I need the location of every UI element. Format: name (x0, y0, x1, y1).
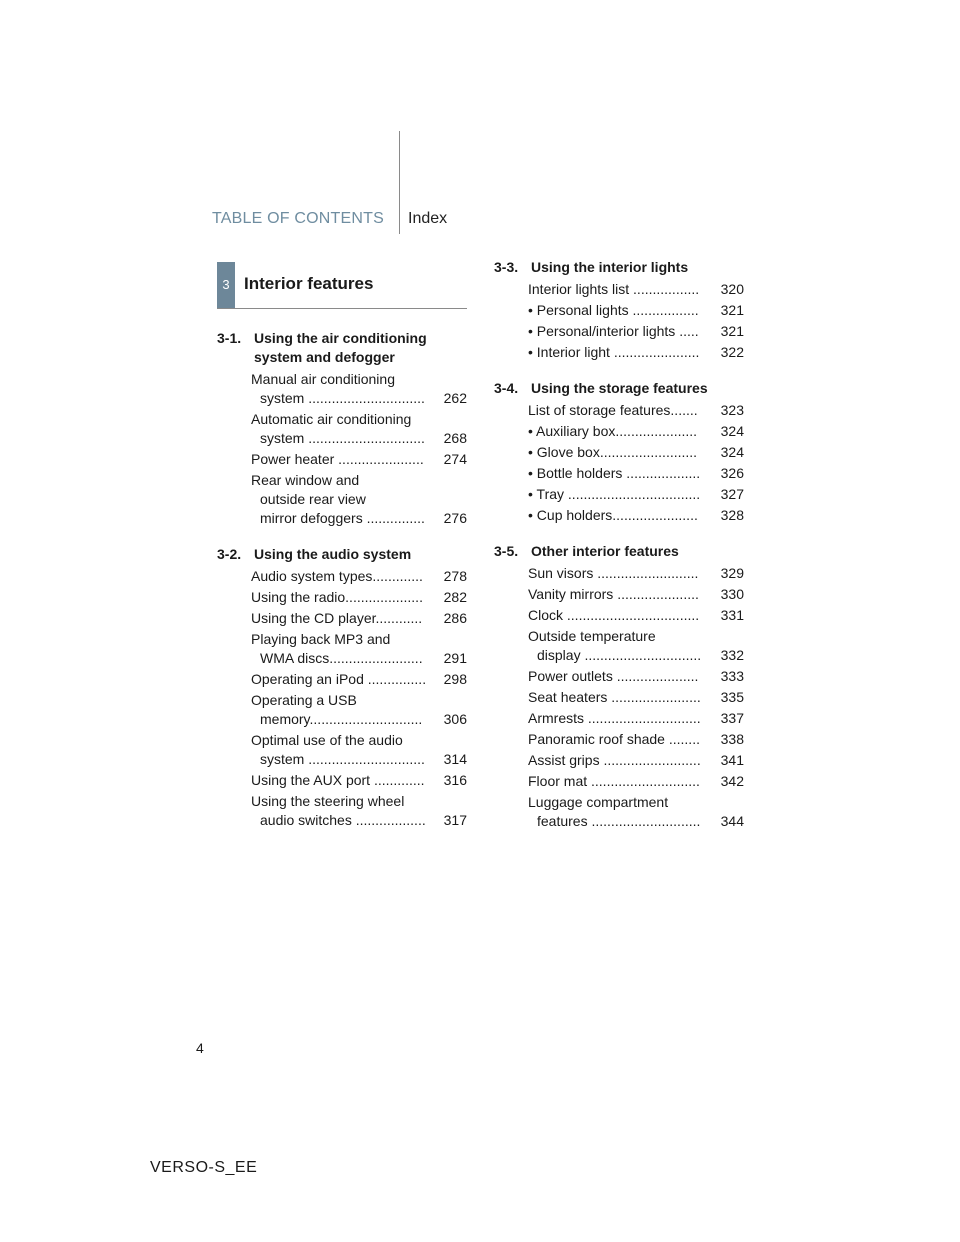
toc-page-number: 342 (720, 773, 744, 789)
toc-entry-line: Audio system types............. (251, 568, 423, 584)
section-number-tab: 3 (217, 262, 235, 308)
chapter-number: 3-3. (494, 259, 519, 275)
toc-entry[interactable] (251, 450, 467, 469)
toc-entry-line: Operating a USB (251, 692, 357, 708)
chapter-title-line: Using the air conditioning (254, 330, 427, 346)
toc-entry-line: Using the CD player............ (251, 610, 423, 626)
toc-page-number: 338 (720, 731, 744, 747)
chapter-title-line: Other interior features (531, 543, 679, 559)
toc-page-number: 282 (443, 589, 467, 605)
chapter-heading (494, 542, 744, 561)
toc-entry-line: Armrests ............................. (528, 710, 701, 726)
chapter-title-line: Using the audio system (254, 546, 412, 562)
toc-page-number: 314 (443, 751, 467, 767)
chapter-heading (494, 258, 744, 277)
toc-page-number: 323 (720, 402, 744, 418)
toc-entry-line: • Interior light ...................... (528, 344, 700, 360)
toc-entry-line: Using the AUX port ............. (251, 772, 425, 788)
toc-entry-line: memory............................. (260, 711, 423, 727)
toc-entry[interactable] (528, 280, 744, 299)
toc-entry[interactable] (528, 301, 744, 320)
toc-entry-line: system .............................. (260, 430, 425, 446)
toc-entry-label (528, 564, 714, 583)
toc-page-number: 330 (720, 586, 744, 602)
toc-entry-line: Power outlets ..................... (528, 668, 699, 684)
toc-page-number: 291 (443, 650, 467, 666)
toc-entry-label (528, 585, 714, 604)
toc-group (217, 545, 467, 830)
toc-entry[interactable] (251, 670, 467, 689)
toc-page-number: 333 (720, 668, 744, 684)
toc-page-number: 298 (443, 671, 467, 687)
toc-entry-line: Floor mat ............................ (528, 773, 700, 789)
toc-entry-label (251, 370, 437, 408)
chapter-title (254, 329, 467, 367)
toc-page-number: 262 (443, 390, 467, 406)
toc-entry-line: Interior lights list ................. (528, 281, 700, 297)
toc-entry-line: Outside temperature (528, 628, 656, 644)
toc-entry-line: Using the steering wheel (251, 793, 405, 809)
toc-entry-label (528, 301, 714, 320)
toc-entry-line: Automatic air conditioning (251, 411, 412, 427)
toc-group (217, 329, 467, 528)
toc-page-number: 274 (443, 451, 467, 467)
chapter-title (254, 545, 467, 564)
toc-entry-line: List of storage features....... (528, 402, 698, 418)
toc-page-number: 324 (720, 444, 744, 460)
toc-entry-label (251, 588, 437, 607)
toc-entry-line: • Auxiliary box..................... (528, 423, 698, 439)
toc-entry-label (528, 688, 714, 707)
toc-entry-line: Playing back MP3 and (251, 631, 391, 647)
toc-entry[interactable] (528, 443, 744, 462)
toc-entry-line: WMA discs........................ (260, 650, 423, 666)
toc-entry-line: Panoramic roof shade ........ (528, 731, 700, 747)
toc-entry[interactable] (528, 751, 744, 770)
toc-entry-label (528, 606, 714, 625)
toc-entry-label (528, 793, 714, 831)
toc-entry-line: Rear window and (251, 472, 360, 488)
chapter-title-line: Using the interior lights (531, 259, 689, 275)
toc-entry-label (528, 464, 714, 483)
toc-entry[interactable] (251, 588, 467, 607)
toc-entry-label (528, 422, 714, 441)
toc-entry[interactable] (528, 772, 744, 791)
chapter-number: 3-4. (494, 380, 519, 396)
chapter-title-line: system and defogger (254, 349, 395, 365)
toc-entry-line: Assist grips ......................... (528, 752, 701, 768)
toc-page-number: 326 (720, 465, 744, 481)
toc-entry[interactable] (528, 606, 744, 625)
toc-entry[interactable] (528, 627, 744, 665)
toc-entry-label (528, 627, 714, 665)
toc-entry[interactable] (528, 793, 744, 831)
toc-page-number: 278 (443, 568, 467, 584)
toc-page-number: 332 (720, 647, 744, 663)
chapter-number: 3-1. (217, 330, 242, 346)
toc-entry-line: • Glove box......................... (528, 444, 698, 460)
toc-entry-line: Sun visors .......................... (528, 565, 699, 581)
toc-page-number: 286 (443, 610, 467, 626)
table-of-contents-link[interactable]: TABLE OF CONTENTS (211, 210, 384, 227)
toc-entry[interactable] (251, 567, 467, 586)
toc-page-number: 337 (720, 710, 744, 726)
chapter-number: 3-5. (494, 543, 519, 559)
toc-entry[interactable] (528, 401, 744, 420)
toc-entry-line: • Personal/interior lights ..... (528, 323, 699, 339)
toc-entry-line: Seat heaters ....................... (528, 689, 701, 705)
toc-page-number: 317 (443, 812, 467, 828)
document-code: VERSO-S_EE (150, 1159, 258, 1176)
toc-entry-line: system .............................. (260, 390, 425, 406)
toc-group (494, 542, 744, 831)
chapter-title-line: Using the storage features (531, 380, 708, 396)
chapter-title (531, 542, 744, 561)
section-header (217, 262, 467, 309)
toc-entry-line: system .............................. (260, 751, 425, 767)
section-title: Interior features (244, 274, 374, 293)
toc-group (494, 379, 744, 525)
toc-page-number: 331 (720, 607, 744, 623)
toc-page-number: 341 (720, 752, 744, 768)
toc-entry[interactable] (251, 792, 467, 830)
toc-entry[interactable] (528, 667, 744, 686)
toc-entry-label (528, 667, 714, 686)
toc-entry[interactable] (528, 485, 744, 504)
toc-page-number: 268 (443, 430, 467, 446)
chapter-heading (217, 329, 467, 367)
chapter-title (531, 258, 744, 277)
toc-entry-line: • Cup holders...................... (528, 507, 698, 523)
toc-column-right (494, 258, 744, 848)
toc-entry-line: Using the radio.................... (251, 589, 423, 605)
toc-entry-label (251, 567, 437, 586)
toc-entry-label (251, 670, 437, 689)
toc-entry-line: outside rear view (260, 491, 366, 507)
toc-entry[interactable] (528, 322, 744, 341)
toc-entry[interactable] (528, 464, 744, 483)
toc-entry-line: Luggage compartment (528, 794, 669, 810)
toc-entry-label (528, 772, 714, 791)
toc-entry-label (528, 751, 714, 770)
toc-entry-label (251, 471, 437, 528)
chapter-heading (494, 379, 744, 398)
toc-page-number: 329 (720, 565, 744, 581)
toc-entry-label (528, 322, 714, 341)
toc-entry-line: • Tray .................................. (528, 486, 701, 502)
toc-entry-label (528, 443, 714, 462)
toc-entry-line: features ............................ (537, 813, 701, 829)
toc-page-number: 322 (720, 344, 744, 360)
chapter-heading (217, 545, 467, 564)
nav-divider (399, 131, 400, 234)
toc-entry-line: • Bottle holders ................... (528, 465, 701, 481)
toc-entry[interactable] (251, 731, 467, 769)
toc-entry-label (528, 709, 714, 728)
toc-entry[interactable] (251, 410, 467, 448)
toc-entry-label (251, 630, 437, 668)
toc-page-number: 328 (720, 507, 744, 523)
toc-entry[interactable] (251, 630, 467, 668)
toc-entry-label (251, 771, 437, 790)
toc-entry-label (528, 485, 714, 504)
toc-entry-line: audio switches .................. (260, 812, 426, 828)
toc-entry[interactable] (528, 585, 744, 604)
toc-page-number: 335 (720, 689, 744, 705)
toc-entry-label (528, 343, 714, 362)
toc-entry[interactable] (528, 730, 744, 749)
toc-entry[interactable] (528, 343, 744, 362)
toc-page-number: 344 (720, 813, 744, 829)
toc-entry[interactable] (251, 370, 467, 408)
toc-entry[interactable] (251, 609, 467, 628)
toc-group (494, 258, 744, 362)
toc-page-number: 321 (720, 302, 744, 318)
toc-entry[interactable] (528, 506, 744, 525)
toc-entry-label (251, 410, 437, 448)
toc-entry-label (251, 691, 437, 729)
toc-entry[interactable] (251, 471, 467, 528)
chapter-title (531, 379, 744, 398)
toc-page-number: 327 (720, 486, 744, 502)
toc-entry-line: Clock .................................. (528, 607, 700, 623)
toc-entry-line: display .............................. (537, 647, 702, 663)
toc-page-number: 324 (720, 423, 744, 439)
toc-entry-label (528, 280, 714, 299)
toc-entry-label (251, 792, 437, 830)
toc-entry-line: Vanity mirrors ..................... (528, 586, 699, 602)
toc-page-number: 320 (720, 281, 744, 297)
toc-entry[interactable] (528, 688, 744, 707)
toc-entry-line: Optimal use of the audio (251, 732, 403, 748)
toc-entry-line: Operating an iPod ............... (251, 671, 427, 687)
toc-entry-line: • Personal lights ................. (528, 302, 699, 318)
toc-entry[interactable] (528, 564, 744, 583)
toc-entry[interactable] (528, 422, 744, 441)
toc-entry-label (528, 506, 714, 525)
toc-entry-line: Manual air conditioning (251, 371, 395, 387)
page-number: 4 (196, 1040, 204, 1056)
toc-page-number: 316 (443, 772, 467, 788)
toc-entry[interactable] (528, 709, 744, 728)
toc-entry-line: Power heater ...................... (251, 451, 424, 467)
toc-entry-label (251, 731, 437, 769)
toc-entry[interactable] (251, 771, 467, 790)
toc-entry-label (251, 609, 437, 628)
top-navigation (0, 210, 960, 234)
toc-column-left (217, 329, 467, 847)
toc-page-number: 306 (443, 711, 467, 727)
toc-entry-label (528, 401, 714, 420)
toc-entry-line: mirror defoggers ............... (260, 510, 425, 526)
toc-entry-label (528, 730, 714, 749)
index-link[interactable]: Index (408, 210, 448, 227)
toc-entry-label (251, 450, 437, 469)
toc-entry[interactable] (251, 691, 467, 729)
toc-page-number: 321 (720, 323, 744, 339)
toc-page-number: 276 (443, 510, 467, 526)
chapter-number: 3-2. (217, 546, 242, 562)
